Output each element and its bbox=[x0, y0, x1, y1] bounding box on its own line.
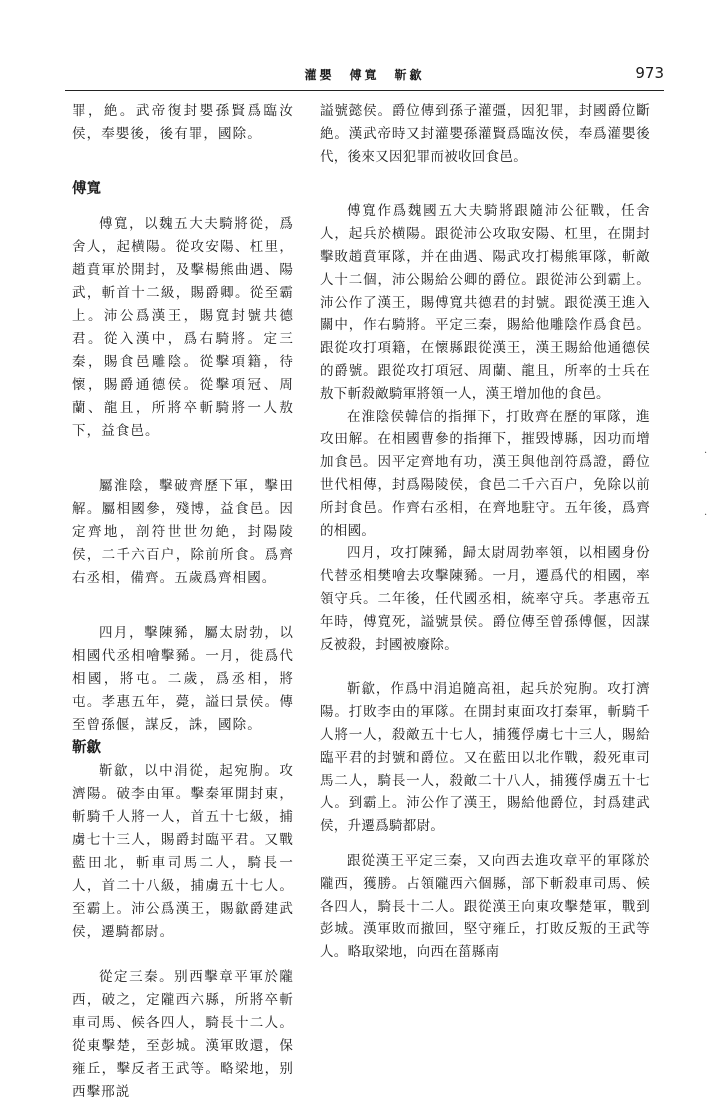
page-number: 973 bbox=[635, 64, 664, 82]
header-rule bbox=[65, 90, 664, 91]
translation-paragraph: 傅寬作爲魏國五大夫騎將跟隨沛公征戰，任舍人，起兵於横陽。跟從沛公攻取安陽、杠里，在開封擊敗趙賁軍隊，并在曲遇、陽武攻打楊熊軍隊，斬敵人十二個，沛公賜給公卿的爵位。跟從沛公到霸上。沛公作了漢王，賜傅寬共德君的封號。跟從漢王進入關中，作右騎將。平定三秦，賜給他雕陰作爲食邑。跟從攻打項籍，在懷縣跟從漢王，漢王賜給他通德侯的爵號。跟從攻打項冠、周蘭、龍且，所率的士兵在敖下斬殺敵騎軍將領一人，漢王增加他的食邑。 bbox=[320, 203, 650, 402]
classical-paragraph: 從定三秦。别西擊章平軍於隴西，破之，定隴西六縣，所將卒斬車司馬、候各四人，騎長十二人。從東擊楚，至彭城。漢軍敗還，保雍丘，擊反者王武等。略梁地，别西擊邢説 bbox=[72, 969, 294, 1100]
translation-paragraph: 謚號懿侯。爵位傳到孫子灌彊，因犯罪，封國爵位斷絶。漢武帝時又封灌嬰孫灌賢爲臨汝侯，奉爲灌嬰後代，後來又因犯罪而被收回食邑。 bbox=[320, 103, 650, 165]
scan-mark: · bbox=[704, 510, 708, 521]
classical-paragraph: 傅寬，以魏五大夫騎將從，爲舍人，起横陽。從攻安陽、杠里，趙賁軍於開封，及擊楊熊曲遇、陽武，斬首十二級，賜爵卿。從至霸上。沛公爲漢王，賜寬封號共德君。從入漢中，爲右騎將。定三秦，賜食邑雕陰。從擊項籍，待懷，賜爵通德侯。從擊項冠、周蘭、龍且，所將卒斬騎將一人敖下，益食邑。 bbox=[72, 216, 294, 439]
classical-paragraph: 罪，絶。武帝復封嬰孫賢爲臨汝侯，奉嬰後，後有罪，國除。 bbox=[72, 103, 294, 142]
classical-paragraph: 屬淮陰，擊破齊歷下軍，擊田解。屬相國參，殘博，益食邑。因定齊地，剖符世世勿絶，封陽陵侯，二千六百户，除前所食。爲齊右丞相，備齊。五歲爲齊相國。 bbox=[72, 478, 294, 586]
classical-text-column bbox=[72, 100, 294, 1104]
scan-mark: · bbox=[704, 448, 708, 459]
translation-paragraph: 靳歙，作爲中涓追隨高祖，起兵於宛朐。攻打濟陽。打敗李由的軍隊。在開封東面攻打秦軍，斬騎千人將一人，殺敵五十七人，捕獲俘虜七十三人，賜給臨平君的封號和爵位。又在藍田以北作戰，殺死車司馬二人，騎長一人，殺敵二十八人，捕獲俘虜五十七人。到霸上。沛公作了漢王，賜給他爵位，封爲建武侯，升遷爲騎都尉。 bbox=[320, 681, 650, 835]
running-title: 灌嬰 傅寬 靳歙 bbox=[304, 68, 425, 82]
section-heading-jin-xi: 靳歙 bbox=[72, 740, 101, 756]
section-heading-fu-kuan: 傅寬 bbox=[72, 181, 101, 197]
translation-paragraph: 四月，攻打陳豨，歸太尉周勃率領，以相國身份代替丞相樊噲去攻擊陳豨。一月，遷爲代的相國，率領守兵。二年後，任代國丞相，統率守兵。孝惠帝五年時，傅寬死，謚號景侯。爵位傳至曾孫傅偃，因謀反被殺，封國被廢除。 bbox=[320, 545, 650, 653]
classical-paragraph: 四月，擊陳豨，屬太尉勃，以相國代丞相噲擊豨。一月，徙爲代相國，將屯。二歲，爲丞相，將屯。孝惠五年，薨，謚曰景侯。傳至曾孫偃，謀反，誅，國除。 bbox=[72, 625, 294, 733]
translation-paragraph: 在淮陰侯韓信的指揮下，打敗齊在歷的軍隊，進攻田解。在相國曹參的指揮下，摧毁博縣，因功而增加食邑。因平定齊地有功，漢王與他剖符爲證，爵位世代相傳，封爲陽陵侯，食邑二千六百户，免除以前所封食邑。作齊右丞相，在齊地駐守。五年後，爲齊的相國。 bbox=[320, 408, 650, 539]
translation-paragraph: 跟從漢王平定三秦，又向西去進攻章平的軍隊於隴西，獲勝。占領隴西六個縣，部下斬殺車司馬、候各四人，騎長十二人。跟從漢王向東攻擊楚軍，戰到彭城。漢軍敗而撤回，堅守雍丘，打敗反叛的王武等人。略取梁地，向西在菑縣南 bbox=[320, 852, 650, 961]
translation-column bbox=[320, 100, 650, 964]
running-header bbox=[65, 62, 664, 90]
classical-paragraph: 靳歙，以中涓從，起宛朐。攻濟陽。破李由軍。擊秦軍開封東，斬騎千人將一人，首五十七級，捕虜七十三人，賜爵封臨平君。又戰藍田北，斬車司馬二人，騎長一人，首二十八級，捕虜五十七人。至霸上。沛公爲漢王，賜歙爵建武侯，遷騎都尉。 bbox=[72, 763, 294, 940]
